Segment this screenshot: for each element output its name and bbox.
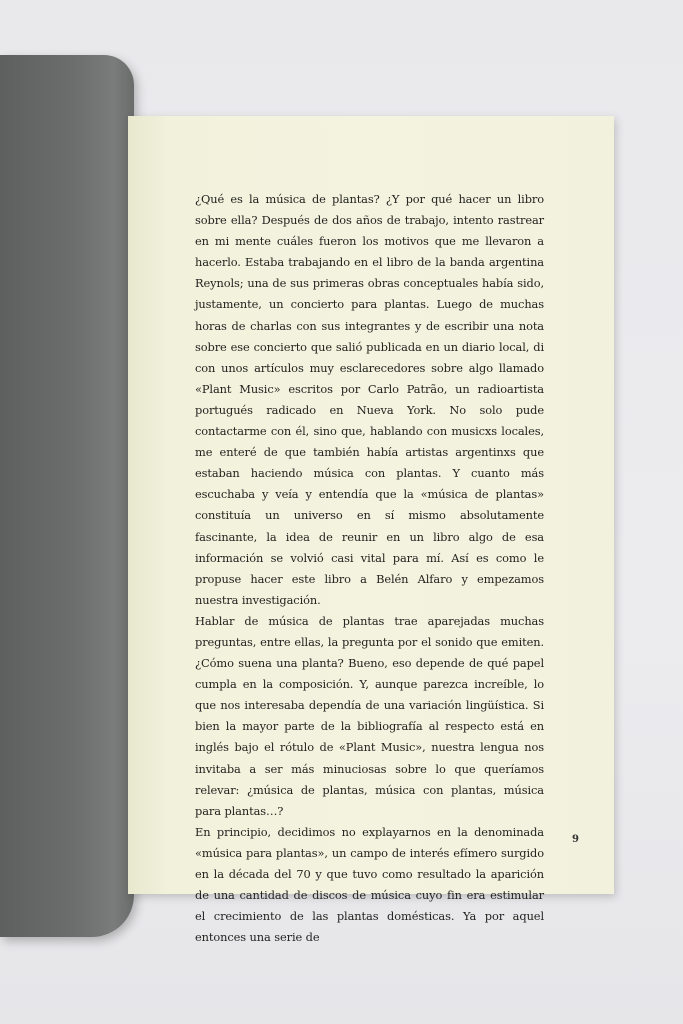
book-page bbox=[128, 116, 614, 945]
page-body-text bbox=[195, 189, 544, 948]
paragraph-3: En principio, decidimos no explayarnos en la denominada «música para plantas», un campo de interés efímero surgido en la década del 70 y que tuvo como resultado la aparición de una cantidad de discos de música cuyo fin era estimular el crecimiento de las plantas domésticas. Ya por aquel entonces una serie de bbox=[195, 824, 544, 945]
page-number: 9 bbox=[572, 834, 579, 845]
book-cover-left bbox=[0, 55, 134, 937]
paragraph-1: ¿Qué es la música de plantas? ¿Y por qué hacer un libro sobre ella? Después de dos años de trabajo, intento rastrear en mi mente cuáles fueron los motivos que me llevaron a hacerlo. Estaba trabajando en el libro de la banda argentina Reynols; una de sus primeras obras conceptuales había sido, justamente, un concierto para plantas. Luego de muchas horas de charlas con sus integrantes y de escribir una nota sobre ese concierto que salió publicada en un diario local, di con unos artículos muy esclarecedores sobre algo llamado «Plant Music» escritos por Carlo Patrão, un radioartista portugués radicado en Nueva York. No solo pude contactarme con él, sino que, hablando con musicxs locales, me enteré de que también había artistas argentinxs que estaban haciendo música con plantas. Y cuanto más escuchaba y veía y entendía que la «música de plantas» constituía un universo en sí mismo absolutamente fascinante, la idea de reunir en un libro algo de esa información se volvió casi vital para mí. Así es como le propuse hacer este libro a Belén Alfaro y empezamos nuestra investigación. bbox=[195, 192, 544, 607]
paragraph-2: Hablar de música de plantas trae aparejadas muchas preguntas, entre ellas, la pregunta por el sonido que emiten. ¿Cómo suena una planta? Bueno, eso depende de qué papel cumpla en la composición. Y, aunque parezca increíble, lo que nos interesaba dependía de una variación lingüística. Si bien la mayor parte de la bibliografía al respecto está en inglés bajo el rótulo de «Plant Music», nuestra lengua nos invitaba a ser más minuciosas sobre lo que queríamos relevar: ¿música de plantas, música con plantas, música para plantas…? bbox=[195, 613, 544, 818]
